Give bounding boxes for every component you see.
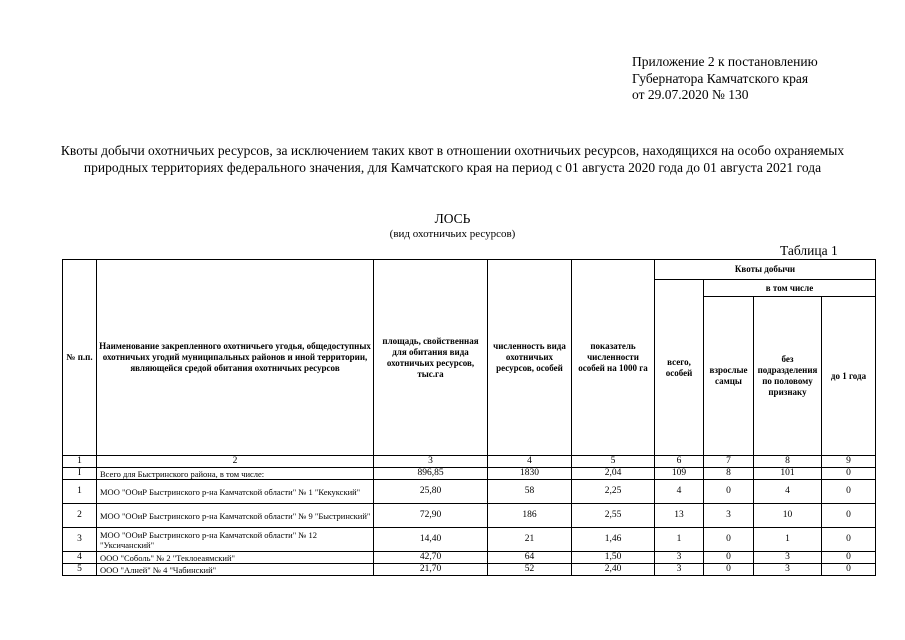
row-density: 2,40 (572, 564, 655, 576)
row-density: 2,04 (572, 468, 655, 480)
table-row (63, 552, 876, 564)
column-number: 2 (97, 456, 374, 468)
row-num: 1 (63, 480, 97, 504)
column-number-row (63, 456, 876, 468)
table-row (63, 564, 876, 576)
row-no-sex: 3 (754, 552, 822, 564)
row-total: 109 (655, 468, 704, 480)
column-number: 8 (754, 456, 822, 468)
column-number: 4 (488, 456, 572, 468)
header-population: численность вида охотничьих ресурсов, особей (488, 260, 572, 456)
quota-table (62, 259, 876, 576)
appendix-header (632, 54, 818, 104)
header-quotas: Квоты добычи (655, 260, 876, 280)
row-area: 72,90 (374, 504, 488, 528)
row-density: 2,25 (572, 480, 655, 504)
row-adult-males: 0 (704, 564, 754, 576)
row-area: 21,70 (374, 564, 488, 576)
row-total: 1 (655, 528, 704, 552)
row-under-one: 0 (822, 564, 876, 576)
row-num: 5 (63, 564, 97, 576)
row-name: МОО "ООиР Быстринского р-на Камчатской области" № 9 "Быстринский" (97, 504, 374, 528)
table-row (63, 480, 876, 504)
row-area: 14,40 (374, 528, 488, 552)
row-population: 64 (488, 552, 572, 564)
row-area: 42,70 (374, 552, 488, 564)
row-adult-males: 0 (704, 480, 754, 504)
column-number: 7 (704, 456, 754, 468)
row-under-one: 0 (822, 504, 876, 528)
row-under-one: 0 (822, 468, 876, 480)
row-name: МОО "ООиР Быстринского р-на Камчатской области" № 1 "Кекукский" (97, 480, 374, 504)
row-population: 21 (488, 528, 572, 552)
row-num: I (63, 468, 97, 480)
column-number: 5 (572, 456, 655, 468)
row-total: 3 (655, 564, 704, 576)
row-under-one: 0 (822, 528, 876, 552)
row-population: 58 (488, 480, 572, 504)
row-name: МОО "ООиР Быстринского р-на Камчатской области" № 12 "Уксичанский" (97, 528, 374, 552)
row-under-one: 0 (822, 480, 876, 504)
column-number: 1 (63, 456, 97, 468)
row-name: ООО "Соболь" № 2 "Теклоеаямский" (97, 552, 374, 564)
appendix-line-2: Губернатора Камчатского края (632, 70, 809, 86)
species-name: ЛОСЬ (434, 211, 471, 226)
row-no-sex: 3 (754, 564, 822, 576)
row-total: 13 (655, 504, 704, 528)
row-density: 1,50 (572, 552, 655, 564)
header-under-one: до 1 года (822, 297, 876, 456)
row-total: 4 (655, 480, 704, 504)
column-number: 6 (655, 456, 704, 468)
table-row (63, 504, 876, 528)
table-row (63, 528, 876, 552)
row-adult-males: 3 (704, 504, 754, 528)
row-under-one: 0 (822, 552, 876, 564)
row-density: 1,46 (572, 528, 655, 552)
header-area: площадь, свойственная для обитания вида охотничьих ресурсов, тыс.га (374, 260, 488, 456)
row-no-sex: 1 (754, 528, 822, 552)
row-num: 2 (63, 504, 97, 528)
row-adult-males: 8 (704, 468, 754, 480)
row-area: 25,80 (374, 480, 488, 504)
table-label: Таблица 1 (780, 243, 838, 258)
row-num: 3 (63, 528, 97, 552)
header-adult-males: взрослые самцы (704, 297, 754, 456)
row-population: 186 (488, 504, 572, 528)
species-note: (вид охотничьих ресурсов) (389, 228, 516, 240)
column-number: 9 (822, 456, 876, 468)
row-no-sex: 101 (754, 468, 822, 480)
row-adult-males: 0 (704, 552, 754, 564)
row-population: 52 (488, 564, 572, 576)
header-num: № п.п. (63, 260, 97, 456)
row-area: 896,85 (374, 468, 488, 480)
header-total: всего, особей (655, 280, 704, 456)
header-name: Наименование закрепленного охотничьего угодья, общедоступных охотничьих угодий муниципальных районов и иной территории, являющейся средой обитания охотничьих ресурсов (97, 260, 374, 456)
header-including: в том числе (704, 280, 876, 297)
row-num: 4 (63, 552, 97, 564)
row-name: Всего для Быстринского района, в том числе: (97, 468, 374, 480)
row-no-sex: 10 (754, 504, 822, 528)
row-adult-males: 0 (704, 528, 754, 552)
row-population: 1830 (488, 468, 572, 480)
row-no-sex: 4 (754, 480, 822, 504)
row-name: ООО "Алней" № 4 "Чабинский" (97, 564, 374, 576)
row-density: 2,55 (572, 504, 655, 528)
table-row (63, 468, 876, 480)
header-no-sex: без подразделения по половому признаку (754, 297, 822, 456)
row-total: 3 (655, 552, 704, 564)
header-density: показатель численности особей на 1000 га (572, 260, 655, 456)
appendix-line-1: Приложение 2 к постановлению (632, 54, 818, 69)
appendix-line-3: от 29.07.2020 № 130 (632, 87, 749, 102)
document-title: Квоты добычи охотничьих ресурсов, за исключением таких квот в отношении охотничьих ресурсов, находящихся на особо охраняемых природных территориях федерального значения, для Камчатского края на период с 01 августа 2020 года до 01 августа 2021 года (60, 143, 845, 175)
column-number: 3 (374, 456, 488, 468)
